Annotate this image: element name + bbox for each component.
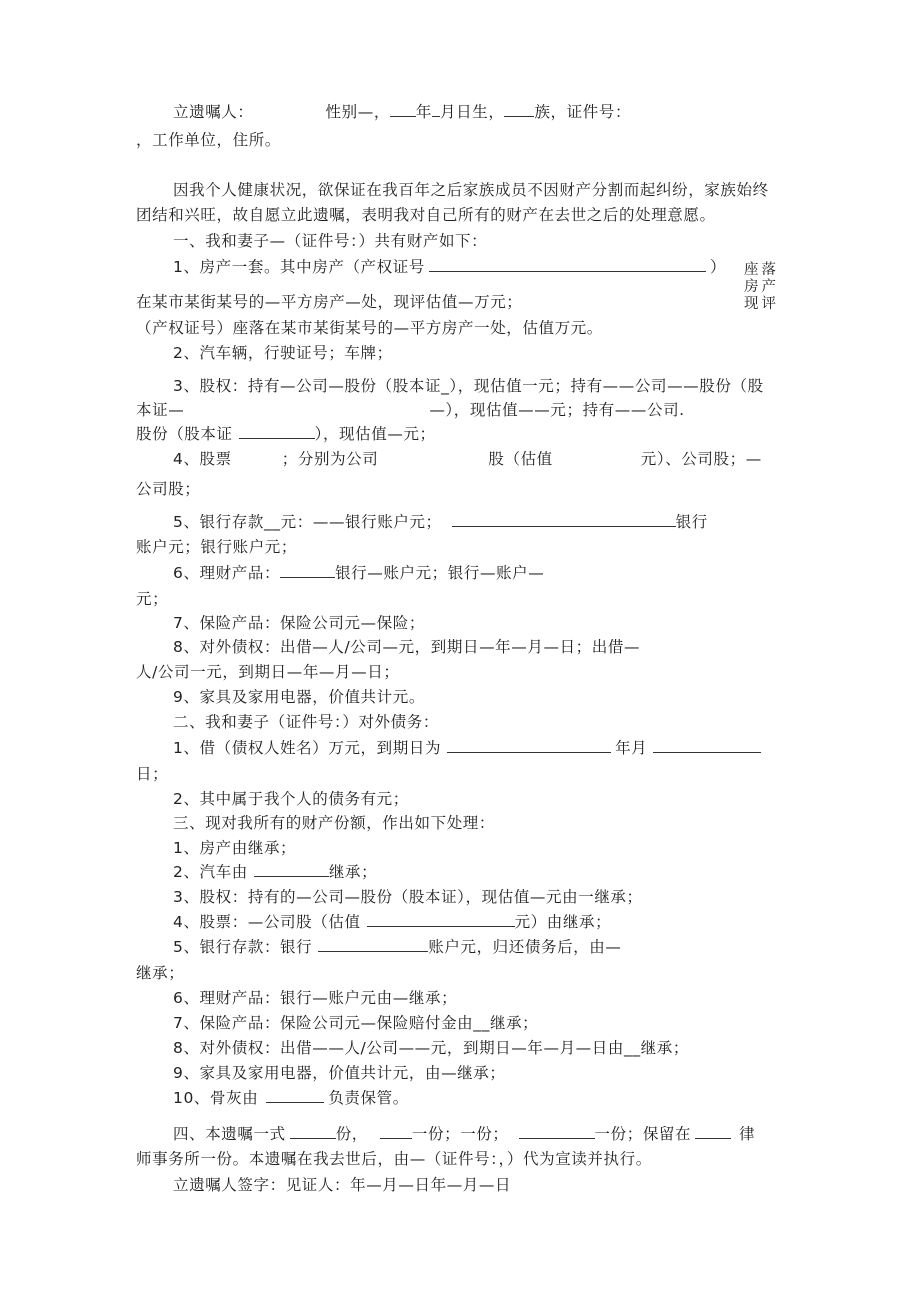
law-firm-blank [695, 1124, 731, 1139]
equity-line-1: 3、股权：持有—公司—股份（股本证_），现估值一元；持有——公司——股份（股 [173, 377, 764, 395]
house-line-1 [173, 257, 726, 277]
ashes-label: 10、骨灰由 [173, 1089, 259, 1107]
testator-info-line [173, 102, 631, 122]
debt-label: 1、借（债权人姓名）万元，到期日为 [173, 739, 442, 757]
inherit-furniture-line: 9、家具及家用电器，价值共计元，由—继承； [173, 1064, 506, 1082]
stock-value-blank [367, 912, 515, 927]
inherit-bank-line-2: 继承； [136, 964, 185, 982]
equity-cert-label-2: 股份（股本证 [136, 425, 233, 443]
debt-date-label: 年月 [615, 739, 648, 757]
signature-line: 立遗嘱人签字：见证人：年—月—日年—月—日 [173, 1176, 512, 1194]
stock-label: 4、股票 [173, 450, 232, 468]
copies-label: 四、本遗嘱一式 [173, 1125, 286, 1143]
equity-value-label: —），现估值——元；持有——公司. [429, 401, 685, 419]
copy-holder-blank-2 [519, 1124, 595, 1139]
insurance-line: 7、保险产品：保险公司元—保险； [173, 614, 425, 632]
id-number-label: 族，证件号： [534, 103, 632, 121]
stock-line-1 [173, 449, 762, 469]
birth-date-label: 月日生， [440, 103, 505, 121]
equity-cert-label: 本证— [136, 401, 185, 419]
debt-line-2: 日； [136, 765, 169, 783]
section-2-title: 二、我和妻子（证件号：）对外债务： [173, 713, 439, 731]
inherit-claims-line: 8、对外债权：出借——人/公司——元，到期日—年—月—日由__继承； [173, 1039, 689, 1057]
equity-cert-blank [239, 424, 315, 439]
copies-each-label: 一份；一份； [411, 1125, 509, 1143]
inherit-car-label: 2、汽车由 [173, 863, 248, 881]
wealth-line-1 [173, 563, 544, 583]
wealth-label: 6、理财产品： [173, 564, 281, 582]
wealth-line-2: 元； [136, 590, 169, 608]
kept-at-label: 一份；保留在 [594, 1125, 692, 1143]
inherit-house-line: 1、房产由继承； [173, 839, 297, 857]
claims-line-2: 人/公司一元，到期日—年—月—日； [136, 663, 400, 681]
birth-year-label: 年 [415, 103, 433, 121]
bank-line-2: 账户元；银行账户元； [136, 538, 298, 556]
stock-value-label: 股（估值 [488, 450, 553, 468]
equity-line-2 [136, 400, 685, 420]
wealth-accounts-label: 银行—账户元；银行—账户— [335, 564, 545, 582]
copy-holder-blank-1 [380, 1124, 412, 1139]
claims-line-1: 8、对外债权：出借—人/公司—元，到期日—年—月—日；出借— [173, 638, 641, 656]
law-label: 律 [739, 1125, 756, 1143]
inherit-car-line [173, 862, 377, 882]
bank-line-1 [173, 512, 708, 532]
inherit-insurance-line: 7、保险产品：保险公司元—保险赔付金由__继承； [173, 1014, 539, 1032]
inherit-bank-suffix: 账户元，归还债务后，由— [428, 938, 622, 956]
copies-line [173, 1124, 755, 1144]
work-address-line: ，工作单位，住所。 [136, 131, 281, 149]
debt-line-1 [173, 738, 761, 758]
inherit-wealth-line: 6、理财产品：银行—账户元由—继承； [173, 989, 458, 1007]
intro-line-2: 团结和兴旺，故自愿立此遗嘱，表明我对自己所有的财产在去世之后的处理意愿。 [136, 206, 716, 224]
testator-label: 立遗嘱人： [173, 103, 254, 121]
bank-blank [452, 512, 676, 527]
furniture-line: 9、家具及家用电器，价值共计元。 [173, 688, 425, 706]
house-bracket: ） [709, 258, 727, 276]
inherit-car-suffix: 继承； [328, 863, 378, 881]
bank-name-blank [318, 937, 428, 952]
inherit-stock-label: 4、股票：—公司股（估值 [173, 913, 361, 931]
gender-label: 性别—， [325, 103, 390, 121]
side-note-3: 现评 [744, 296, 779, 312]
ashes-keeper-blank [266, 1088, 324, 1103]
personal-debt-line: 2、其中属于我个人的债务有元； [173, 790, 409, 808]
side-note-1: 座落 [744, 262, 779, 278]
bank-deposit-label: 5、银行存款__元：——银行账户元； [173, 513, 442, 531]
stock-line-2: 公司股； [136, 480, 201, 498]
debt-date-blank [653, 738, 761, 753]
due-date-blank [447, 738, 611, 753]
ashes-suffix: 负责保管。 [328, 1089, 409, 1107]
ashes-line [173, 1088, 409, 1108]
equity-line-3 [136, 424, 436, 444]
inherit-stock-suffix: 元）由继承； [514, 913, 612, 931]
inherit-equity-line: 3、股权：持有的—公司—股份（股本证），现估值—元由一继承； [173, 888, 643, 906]
house-label: 1、房产一套。其中房产（产权证号 [173, 258, 425, 276]
inherit-stock-line [173, 912, 611, 932]
stock-unit-label: 元）、公司股；— [640, 450, 762, 468]
executor-line: 师事务所一份。本遗嘱在我去世后，由—（证件号：，）代为宣读并执行。 [136, 1150, 652, 1168]
copies-count-blank [290, 1124, 336, 1139]
inherit-bank-label: 5、银行存款：银行 [173, 938, 313, 956]
house-line-2: 在某市某街某号的—平方房产—处，现评估值—万元； [136, 293, 523, 311]
intro-line-1: 因我个人健康状况，欲保证在我百年之后家族成员不因财产分割而起纠纷，家族始终 [173, 181, 769, 199]
bank-label: 银行 [675, 513, 708, 531]
car-heir-blank [254, 862, 329, 877]
section-1-title: 一、我和妻子—（证件号：）共有财产如下： [173, 232, 488, 250]
stock-company-label: ；分别为公司 [281, 450, 379, 468]
copies-unit: 份， [335, 1125, 368, 1143]
side-note-2: 房产 [744, 279, 779, 295]
section-3-title: 三、现对我所有的财产份额，作出如下处理： [173, 814, 496, 832]
inherit-bank-line-1 [173, 937, 621, 957]
property-cert-blank [429, 257, 706, 272]
house-line-3: （产权证号）座落在某市某街某号的—平方房产一处，估值万元。 [136, 319, 603, 337]
equity-value-label-2: ），现估值—元； [314, 425, 436, 443]
car-line: 2、汽车辆，行驶证号；车牌； [173, 344, 393, 362]
wealth-blank [280, 563, 335, 578]
